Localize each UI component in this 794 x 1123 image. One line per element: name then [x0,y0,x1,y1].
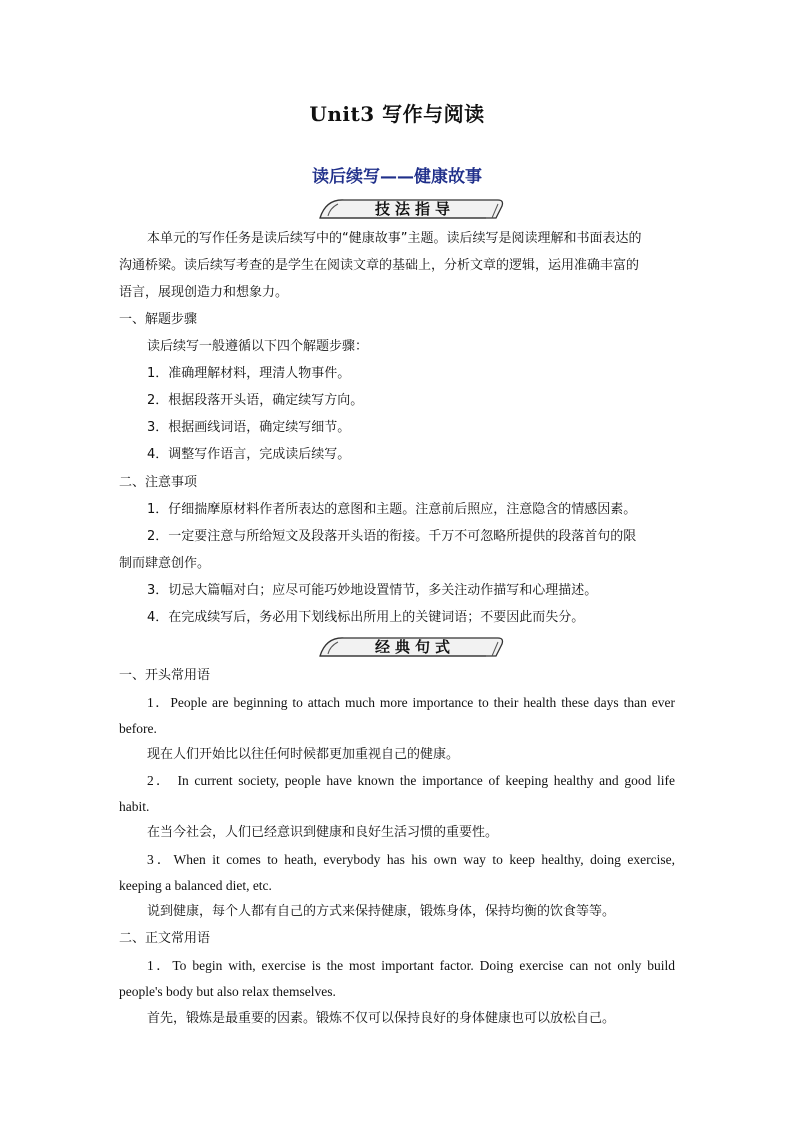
sentence-en: 1．To begin with, exercise is the most important factor. Doing exercise can not only build [147,958,675,973]
note-item-continued: 制而肆意创作。 [119,556,211,571]
intro-line: 本单元的写作任务是读后续写中的“健康故事”主题。读后续写是阅读理解和书面表达的 [147,231,642,246]
sentence-en: 1．People are beginning to attach much more importance to their health these days than ever [147,695,675,710]
section-heading: 一、解题步骤 [119,312,198,327]
sentence-en-continued: habit. [119,799,150,814]
technique-banner-label: 技法指导 [374,200,455,218]
step-item: 3．根据画线词语，确定续写细节。 [147,420,351,435]
classic-banner [316,634,506,660]
steps-lead: 读后续写一般遵循以下四个解题步骤： [147,339,369,354]
note-item: 3．切忌大篇幅对白；应尽可能巧妙地设置情节，多关注动作描写和心理描述。 [147,583,598,598]
sentence-en-continued: people's body but also relax themselves. [119,984,336,999]
sentence-cn: 在当今社会，人们已经意识到健康和良好生活习惯的重要性。 [147,825,499,840]
sentence-en: 3．When it comes to heath, everybody has his own way to keep healthy, doing exercise, [147,852,675,867]
note-item: 2．一定要注意与所给短文及段落开头语的衔接。千万不可忽略所提供的段落首句的限 [147,529,637,544]
sentence-en-continued: before. [119,721,157,736]
section-heading: 一、开头常用语 [119,668,211,683]
sentence-cn: 现在人们开始比以往任何时候都更加重视自己的健康。 [147,747,460,762]
sentence-cn: 首先，锻炼是最重要的因素。锻炼不仅可以保持良好的身体健康也可以放松自己。 [147,1011,616,1026]
technique-banner [316,196,506,222]
section-heading: 二、注意事项 [119,475,198,490]
intro-line: 语言，展现创造力和想象力。 [119,285,289,300]
note-item: 1．仔细揣摩原材料作者所表达的意图和主题。注意前后照应，注意隐含的情感因素。 [147,502,637,517]
step-item: 1．准确理解材料，理清人物事件。 [147,366,351,381]
section-heading: 二、正文常用语 [119,931,211,946]
page-subtitle: 读后续写——健康故事 [312,167,482,187]
intro-line: 沟通桥梁。读后续写考查的是学生在阅读文章的基础上，分析文章的逻辑，运用准确丰富的 [119,258,640,273]
step-item: 2．根据段落开头语，确定续写方向。 [147,393,364,408]
sentence-en: 2． In current society, people have known the importance of keeping healthy and good life [147,773,675,788]
sentence-en-continued: keeping a balanced diet, etc. [119,878,272,893]
page-title: Unit3 写作与阅读 [309,102,485,126]
classic-banner-label: 经典句式 [374,638,455,656]
step-item: 4．调整写作语言，完成读后续写。 [147,447,351,462]
note-item: 4．在完成续写后，务必用下划线标出所用上的关键词语；不要因此而失分。 [147,610,585,625]
sentence-cn: 说到健康，每个人都有自己的方式来保持健康，锻炼身体，保持均衡的饮食等等。 [147,904,616,919]
